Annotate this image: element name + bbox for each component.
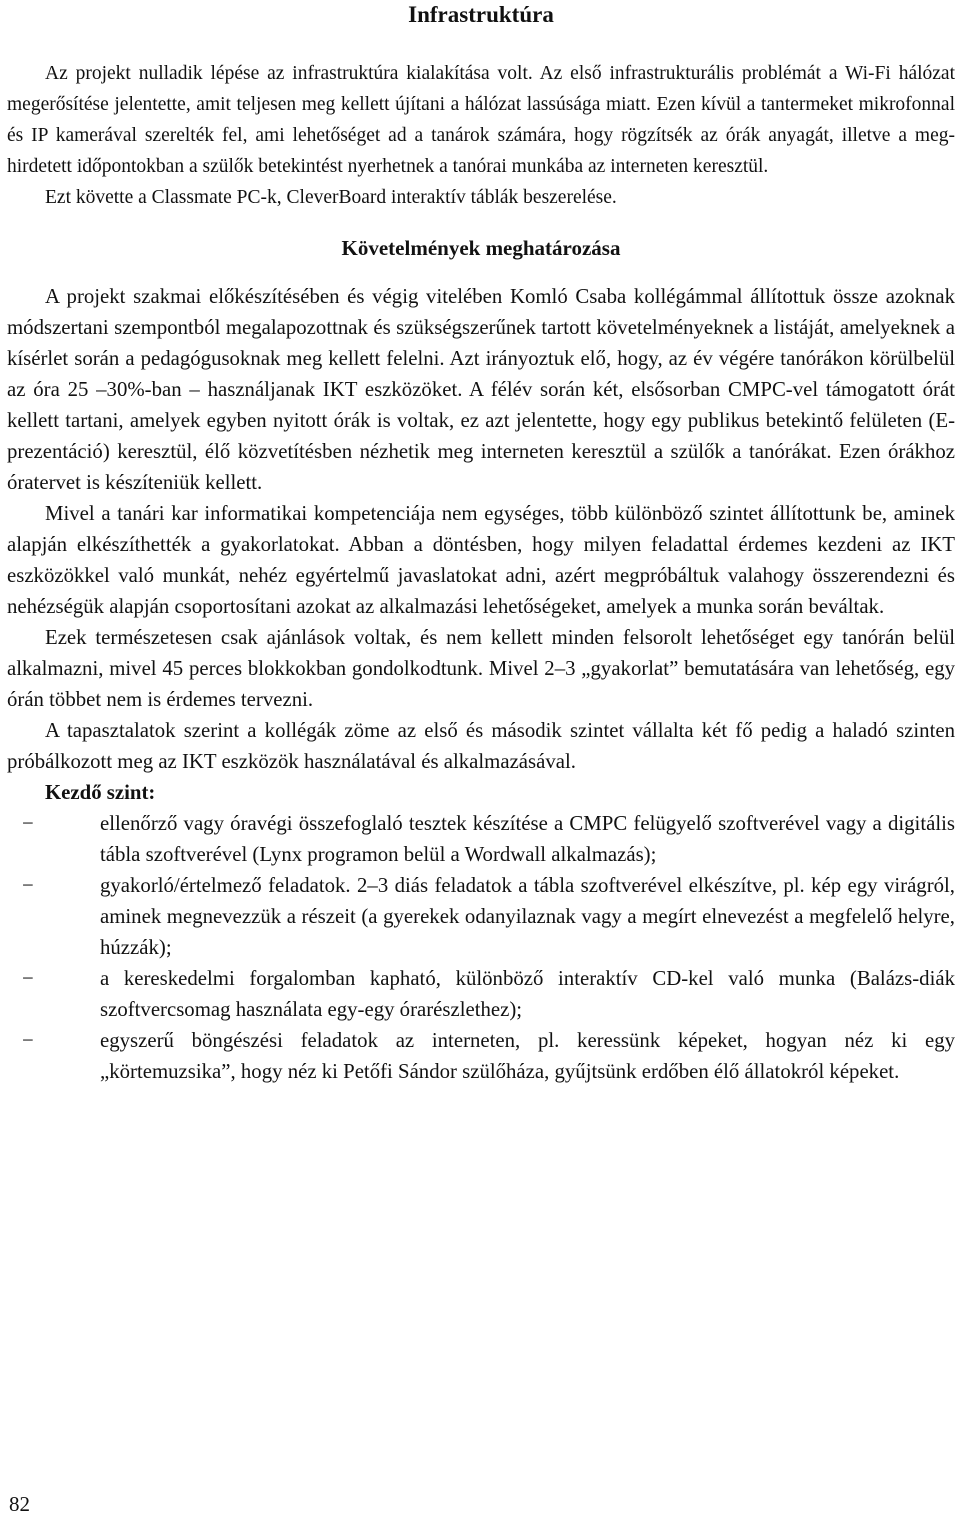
list-dash-icon: −: [22, 967, 34, 990]
list-item-text: egyszerű böngészési feladatok az interneten, pl. keressünk képeket, hogyan néz ki egy „körtemuzsika”, hogy néz ki Petőfi Sándor szülőháza, gyűjtsünk erdőben élő állatokról képeket.: [100, 1029, 955, 1083]
level-heading-beginner: Kezdő szint:: [45, 781, 156, 804]
paragraph: Az projekt nulladik lépése az infrastruktúra kialakítása volt. Az első infrastrukturális problémát a Wi-Fi hálózat megerősítése jelentette, amit teljesen meg kellett újítani a hálózat lassúsága miatt. Ezen kívül a tantermeket mikrofonnal és IP kamerával szerelték fel, ami lehetőséget ad a tanárok számára, hogy rögzítsék az órák anyagát, illetve a meghirdetett időpontokban a szülők betekintést nyerhetnek a tanórai munkába az interneten keresztül.: [7, 63, 955, 177]
beginner-level-list: [7, 808, 955, 1087]
infrastructure-section: [7, 58, 955, 213]
paragraph: Mivel a tanári kar informatikai kompetenciája nem egységes, több különböző szintet állítottunk be, aminek alapján elkészíthették a gyakorlatokat. Abban a döntésben, hogy milyen feladattal érdemes kezdeni az IKT eszközökkel való munkát, nehéz egyértelmű javaslatokat adni, azért megpróbáltuk valahogy összerendezni és nehézségük alapján csoportosítani azokat az alkalmazási lehetőségeket, amelyek a munka során beváltak.: [7, 502, 955, 618]
page-content: [7, 0, 955, 1087]
requirements-section: [7, 281, 955, 1087]
section-title-infrastructure: Infrastruktúra: [408, 2, 554, 27]
list-item-text: a kereskedelmi forgalomban kapható, különböző interaktív CD-kel való munka (Balázs-diák szoftvercsomag használata egy-egy órarészlethez);: [100, 967, 955, 1021]
page-number: 82: [9, 1492, 30, 1516]
paragraph: A tapasztalatok szerint a kollégák zöme az első és második szintet vállalta két fő pedig a haladó szinten próbálkozott meg az IKT eszközök használatával és alkalmazásával.: [7, 719, 955, 773]
list-item: [7, 870, 955, 963]
paragraph: Ezt követte a Classmate PC-k, CleverBoard interaktív táblák beszerelése.: [45, 187, 617, 208]
paragraph: A projekt szakmai előkészítésében és végig vitelében Komló Csaba kollégámmal állítottuk össze azoknak módszertani szempontból megalapozottnak és szükségszerűnek tartott követelményeknek a listáját, amelyeknek a kísérlet során a pedagógusoknak meg kellett felelni. Azt irányoztuk elő, hogy, az év végére tanórákon körülbelül az óra 25 –30%-ban – használjanak IKT eszközöket. A félév során két, elsősorban CMPC-vel támogatott órát kellett tartani, amelyek egyben nyitott órák is voltak, ez azt jelentette, hogy egy publikus betekintő felületen (E-prezentáció) keresztül, élő közvetítésben nézhetik meg interneten keresztül a szülők a tanórákat. Ezen órákhoz óratervet is készíteniük kellett.: [7, 285, 955, 494]
list-item: [7, 808, 955, 870]
list-item-text: gyakorló/értelmező feladatok. 2–3 diás feladatok a tábla szoftverével elkészítve, pl. kép egy virágról, aminek megnevezzük a részeit (a gyerekek odanyilaznak vagy a megírt elnevezést a megfelelő helyre, húzzák);: [100, 874, 955, 959]
section-title-requirements: Követelmények meghatározása: [341, 236, 621, 260]
paragraph: Ezek természetesen csak ajánlások voltak, és nem kellett minden felsorolt lehetőséget egy tanórán belül alkalmazni, mivel 45 perces blokkokban gondolkodtunk. Mivel 2–3 „gyakorlat” bemutatására van lehetőség, egy órán többet nem is érdemes tervezni.: [7, 626, 955, 711]
list-dash-icon: −: [22, 812, 34, 835]
list-dash-icon: −: [22, 1029, 34, 1052]
list-item-text: ellenőrző vagy óravégi összefoglaló tesztek készítése a CMPC felügyelő szoftverével vagy a digitális tábla szoftverével (Lynx programon belül a Wordwall alkalmazás);: [100, 812, 955, 866]
list-dash-icon: −: [22, 874, 34, 897]
list-item: [7, 963, 955, 1025]
list-item: [7, 1025, 955, 1087]
